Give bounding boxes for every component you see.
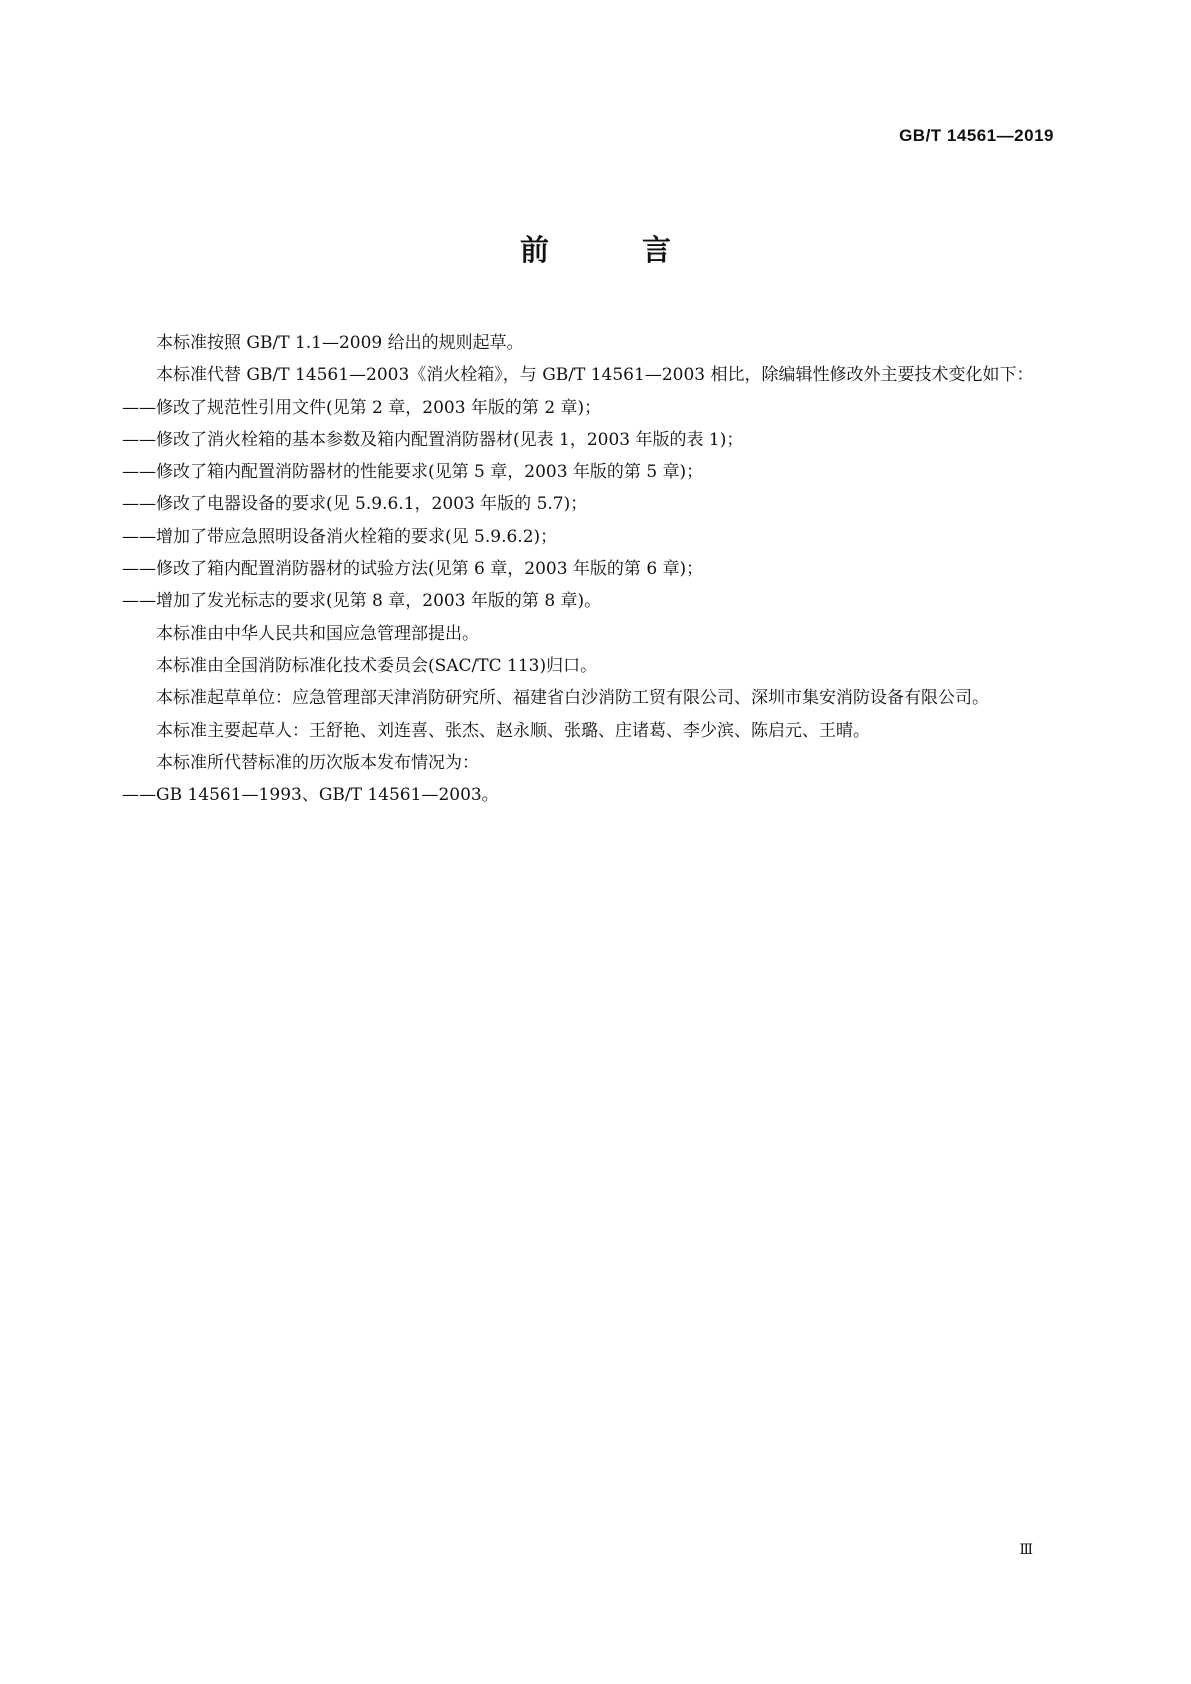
list-item-change: ——增加了发光标志的要求(见第 8 章，2003 年版的第 8 章)。 bbox=[122, 591, 602, 612]
list-item-change: ——增加了带应急照明设备消火栓箱的要求(见 5.9.6.2)； bbox=[122, 526, 558, 547]
list-item-change: ——修改了规范性引用文件(见第 2 章，2003 年版的第 2 章)； bbox=[122, 397, 602, 418]
paragraph-drafters: 本标准主要起草人：王舒艳、刘连喜、张杰、赵永顺、张璐、庄诸葛、李少滨、陈启元、王晴。 bbox=[156, 720, 870, 741]
paragraph-replacement: 本标准代替 GB/T 14561—2003《消火栓箱》，与 GB/T 14561—2003 相比，除编辑性修改外主要技术变化如下： bbox=[156, 365, 1034, 386]
page-title: 前 言 bbox=[519, 233, 703, 267]
list-item-change: ——修改了电器设备的要求(见 5.9.6.1，2003 年版的 5.7)； bbox=[122, 494, 588, 515]
foreword-body bbox=[122, 327, 1067, 811]
paragraph-drafting-rules: 本标准按照 GB/T 1.1—2009 给出的规则起草。 bbox=[156, 333, 524, 353]
list-item-change: ——修改了箱内配置消防器材的性能要求(见第 5 章，2003 年版的第 5 章)； bbox=[122, 462, 704, 483]
list-item-history: ——GB 14561—1993、GB/T 14561—2003。 bbox=[122, 785, 499, 806]
list-item-change: ——修改了箱内配置消防器材的试验方法(见第 6 章，2003 年版的第 6 章)； bbox=[122, 559, 704, 580]
list-item-change: ——修改了消火栓箱的基本参数及箱内配置消防器材(见表 1，2003 年版的表 1)； bbox=[122, 429, 744, 450]
paragraph-proposer: 本标准由中华人民共和国应急管理部提出。 bbox=[156, 623, 479, 644]
standard-code: GB/T 14561—2019 bbox=[899, 126, 1054, 145]
paragraph-drafting-units: 本标准起草单位：应急管理部天津消防研究所、福建省白沙消防工贸有限公司、深圳市集安消防设备有限公司。 bbox=[156, 688, 989, 709]
page-number: Ⅲ bbox=[1019, 1542, 1032, 1558]
paragraph-history-intro: 本标准所代替标准的历次版本发布情况为： bbox=[156, 752, 479, 773]
paragraph-committee: 本标准由全国消防标准化技术委员会(SAC/TC 113)归口。 bbox=[156, 655, 598, 676]
